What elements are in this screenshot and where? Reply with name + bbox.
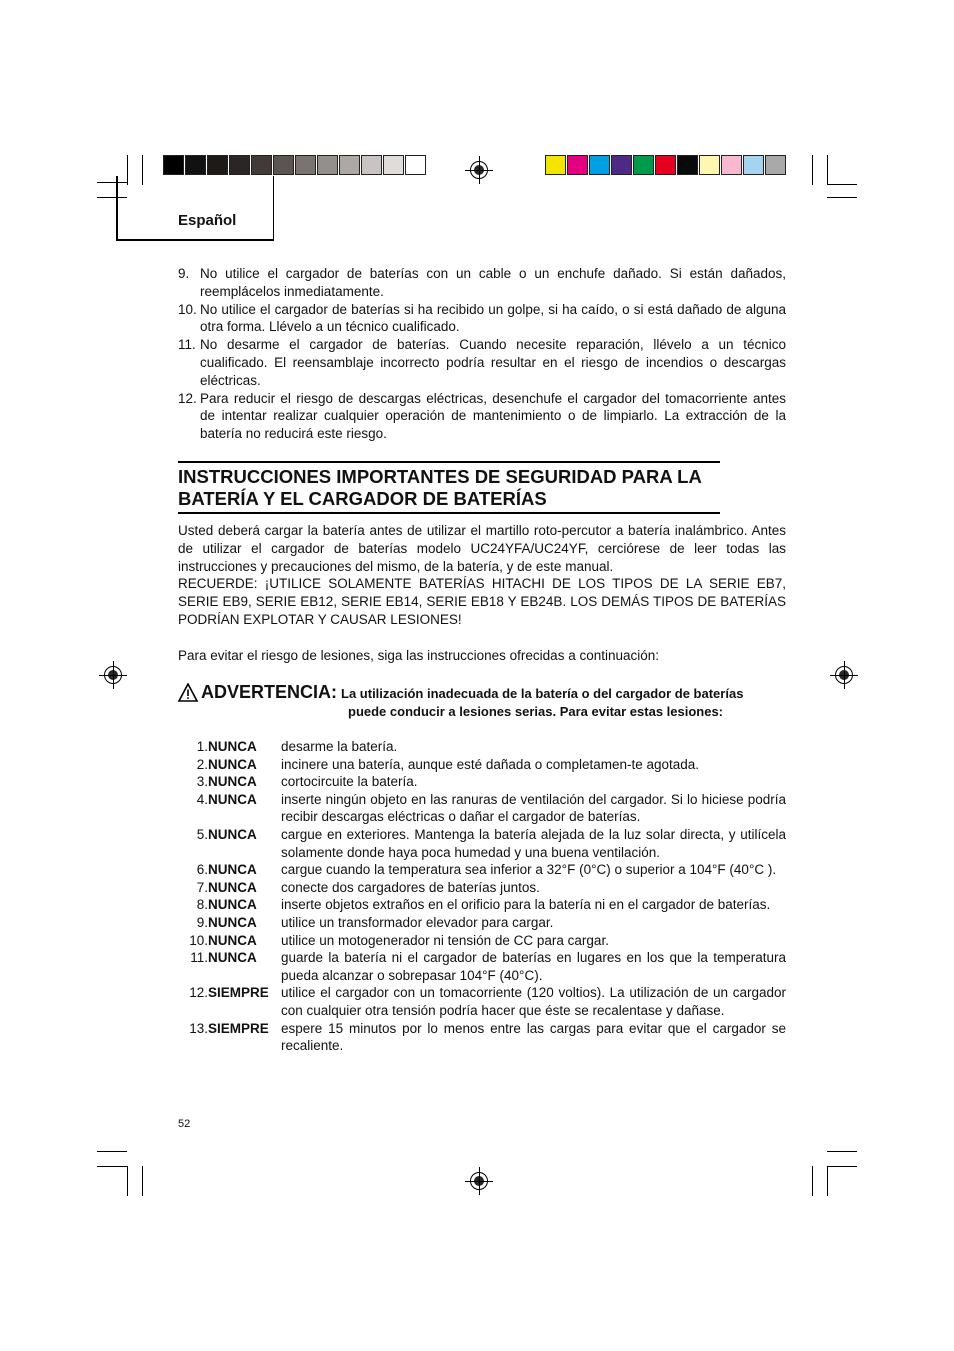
list-item-number: 12. xyxy=(178,390,197,406)
registration-mark-right-icon xyxy=(835,666,853,684)
intro-paragraph: Usted deberá cargar la batería antes de utilizar el martillo roto-percutor a batería inalámbrico. Antes de utilizar el cargador de baterías modelo UC24YFA/UC24YF, cerciórese de leer todas las instrucciones y precauciones del mismo, de la batería, y de este manual. xyxy=(178,523,786,574)
warning-line1: La utilización inadecuada de la batería o del cargador de baterías xyxy=(341,686,744,701)
rule-item xyxy=(178,984,786,1019)
rule-text: utilice el cargador con un tomacorriente (120 voltios). La utilización de un cargador con cualquier otra tensión podría hacer que éste se recalentase y dañase. xyxy=(281,985,786,1018)
gray-swatch xyxy=(273,155,294,175)
rule-keyword: NUNCA xyxy=(208,739,257,754)
list-item-number: 11. xyxy=(178,337,196,353)
page-number: 52 xyxy=(178,1118,191,1130)
list-item-text: No utilice el cargador de baterías con un cable o un enchufe dañado. Si están dañados, reemplácelos inmediatamente. xyxy=(200,266,786,299)
gray-swatch xyxy=(383,155,404,175)
rule-item xyxy=(178,896,786,914)
rule-keyword: NUNCA xyxy=(208,897,257,913)
rule-item xyxy=(178,791,786,826)
color-swatch xyxy=(589,155,610,175)
color-swatch xyxy=(765,155,786,175)
rule-item xyxy=(178,738,786,756)
gray-swatch xyxy=(339,155,360,175)
rule-keyword: NUNCA xyxy=(208,862,257,878)
color-swatch xyxy=(545,155,566,175)
rule-text: inserte ningún objeto en las ranuras de ventilación del cargador. Si lo hiciese podría recibir descargas eléctricas o dañar el cargador de baterías. xyxy=(281,791,786,825)
rule-keyword: SIEMPRE xyxy=(208,1020,269,1036)
crop-mark-bottom-right-v xyxy=(812,1166,813,1196)
crop-mark-top-right-v2 xyxy=(827,155,828,185)
rule-item xyxy=(178,879,786,897)
crop-mark-bottom-right-v2 xyxy=(827,1166,828,1196)
rule-number: 9. xyxy=(196,914,208,930)
list-item-number: 9. xyxy=(178,266,190,281)
crop-mark-top-right-h xyxy=(827,184,857,185)
section-heading xyxy=(178,461,720,514)
language-label: Español xyxy=(178,212,237,229)
warning-block xyxy=(178,682,786,721)
registration-mark-bottom-icon xyxy=(470,1172,488,1190)
rule-text: cortocircuite la batería. xyxy=(281,774,418,790)
section-heading-line2: BATERÍA Y EL CARGADOR DE BATERÍAS xyxy=(178,488,547,509)
warning-line2: puede conducir a lesiones serias. Para evitar estas lesiones: xyxy=(348,704,724,719)
gray-swatch xyxy=(295,155,316,175)
battery-rules-list xyxy=(178,738,786,1055)
rule-text: inserte objetos extraños en el orificio para la batería ni en el cargador de baterías. xyxy=(281,897,771,913)
rule-item xyxy=(178,773,786,791)
registration-mark-top-icon xyxy=(470,161,488,179)
list-item-text: No desarme el cargador de baterías. Cuando necesite reparación, llévelo a un técnico cualificado. El reensamblaje incorrecto podría resultar en el riesgo de incendios o descargas eléctricas. xyxy=(200,337,786,388)
warning-title xyxy=(178,682,337,703)
rule-keyword: NUNCA xyxy=(208,950,257,966)
rule-keyword: NUNCA xyxy=(208,774,257,790)
crop-mark-top-right-h2 xyxy=(827,197,857,198)
color-swatch xyxy=(721,155,742,175)
rule-item xyxy=(178,949,786,984)
rule-text: incinere una batería, aunque esté dañada o completamen-te agotada. xyxy=(281,756,700,772)
rule-item xyxy=(178,914,786,932)
warning-triangle-icon xyxy=(178,683,198,702)
list-item xyxy=(178,336,786,389)
crop-mark-bottom-left-h xyxy=(97,1151,127,1152)
list-item-text: Para reducir el riesgo de descargas eléctricas, desenchufe el cargador del tomacorriente antes de intentar realizar cualquier operación de mantenimiento o de limpiarlo. La extracción de la batería no reducirá este riesgo. xyxy=(200,390,786,442)
rule-number: 7. xyxy=(196,879,208,895)
rule-text: cargue cuando la temperatura sea inferior a 32°F (0°C) o superior a 104°F (40°C ). xyxy=(281,862,777,878)
rule-number: 8. xyxy=(196,897,208,913)
language-tab-frame xyxy=(116,176,274,241)
rule-keyword: NUNCA xyxy=(208,791,257,807)
rule-number: 5. xyxy=(196,826,208,842)
rule-number: 6. xyxy=(196,862,208,878)
color-swatch xyxy=(567,155,588,175)
color-swatch xyxy=(633,155,654,175)
rule-item xyxy=(178,756,786,774)
gray-swatch xyxy=(185,155,206,175)
gray-swatch xyxy=(163,155,184,175)
rule-item xyxy=(178,1020,786,1055)
gray-swatch xyxy=(229,155,250,175)
rule-keyword: SIEMPRE xyxy=(208,985,269,1001)
recuerde-paragraph: RECUERDE: ¡UTILICE SOLAMENTE BATERÍAS HITACHI DE LOS TIPOS DE LA SERIE EB7, SERIE EB9, SERIE EB12, SERIE EB14, SERIE EB18 Y EB24B. LOS DEMÁS TIPOS DE BATERÍAS PODRÍAN EXPLOTAR Y CAUSAR LESIONES! xyxy=(178,576,786,627)
list-item xyxy=(178,265,786,301)
avoid-paragraph: Para evitar el riesgo de lesiones, siga las instrucciones ofrecidas a continuación: xyxy=(178,647,660,663)
list-item xyxy=(178,390,786,443)
rule-item xyxy=(178,861,786,879)
rule-text: desarme la batería. xyxy=(281,739,398,754)
rule-number: 10. xyxy=(189,932,208,948)
gray-swatch-bar xyxy=(163,155,427,175)
section-heading-line1: INSTRUCCIONES IMPORTANTES DE SEGURIDAD PARA LA xyxy=(178,466,702,487)
color-swatch xyxy=(611,155,632,175)
warning-title-text: ADVERTENCIA: xyxy=(201,682,338,702)
rule-text: utilice un transformador elevador para cargar. xyxy=(281,914,554,930)
registration-mark-left-icon xyxy=(104,666,122,684)
rule-number: 3. xyxy=(196,774,208,790)
section-intro xyxy=(178,522,786,665)
rule-text: conecte dos cargadores de baterías juntos. xyxy=(281,879,540,895)
color-swatch xyxy=(699,155,720,175)
color-swatch xyxy=(743,155,764,175)
color-swatch-bar xyxy=(545,155,787,175)
rule-item xyxy=(178,826,786,861)
rule-text: guarde la batería ni el cargador de baterías en lugares en los que la temperatura pueda alcanzar o sobrepasar 104°F (40°C). xyxy=(281,950,786,983)
crop-mark-bottom-left-v xyxy=(127,1166,128,1196)
rule-number: 2. xyxy=(196,756,208,772)
color-swatch xyxy=(655,155,676,175)
rule-keyword: NUNCA xyxy=(208,914,257,930)
list-item xyxy=(178,301,786,337)
gray-swatch xyxy=(317,155,338,175)
gray-swatch xyxy=(405,155,426,175)
gray-swatch xyxy=(251,155,272,175)
rule-keyword: NUNCA xyxy=(208,756,257,772)
crop-mark-bottom-right-h2 xyxy=(827,1166,857,1167)
rule-keyword: NUNCA xyxy=(208,826,257,842)
charger-safety-list xyxy=(178,265,786,443)
rule-number: 12. xyxy=(189,985,208,1001)
rule-keyword: NUNCA xyxy=(208,879,257,895)
rule-number: 13. xyxy=(189,1020,208,1036)
rule-number: 11. xyxy=(190,950,208,966)
color-swatch xyxy=(677,155,698,175)
gray-swatch xyxy=(361,155,382,175)
crop-mark-top-right-v xyxy=(812,155,813,185)
rule-text: espere 15 minutos por lo menos entre las cargas para evitar que el cargador se recaliente. xyxy=(281,1020,786,1054)
rule-item xyxy=(178,932,786,950)
rule-text: utilice un motogenerador ni tensión de CC para cargar. xyxy=(281,932,609,948)
rule-number: 1. xyxy=(196,739,208,754)
crop-mark-bottom-right-h xyxy=(827,1151,857,1152)
list-item-text: No utilice el cargador de baterías si ha recibido un golpe, si ha caído, o si está dañado de alguna otra forma. Llévelo a un técnico cualificado. xyxy=(200,301,786,335)
list-item-number: 10. xyxy=(178,301,197,317)
rule-text: cargue en exteriores. Mantenga la batería alejada de la luz solar directa, y utilícela solamente donde haya poca humedad y una buena ventilación. xyxy=(281,826,786,860)
rule-keyword: NUNCA xyxy=(208,932,257,948)
gray-swatch xyxy=(207,155,228,175)
crop-mark-bottom-left-h2 xyxy=(97,1166,127,1167)
rule-number: 4. xyxy=(196,791,208,807)
crop-mark-bottom-left-v2 xyxy=(142,1166,143,1196)
